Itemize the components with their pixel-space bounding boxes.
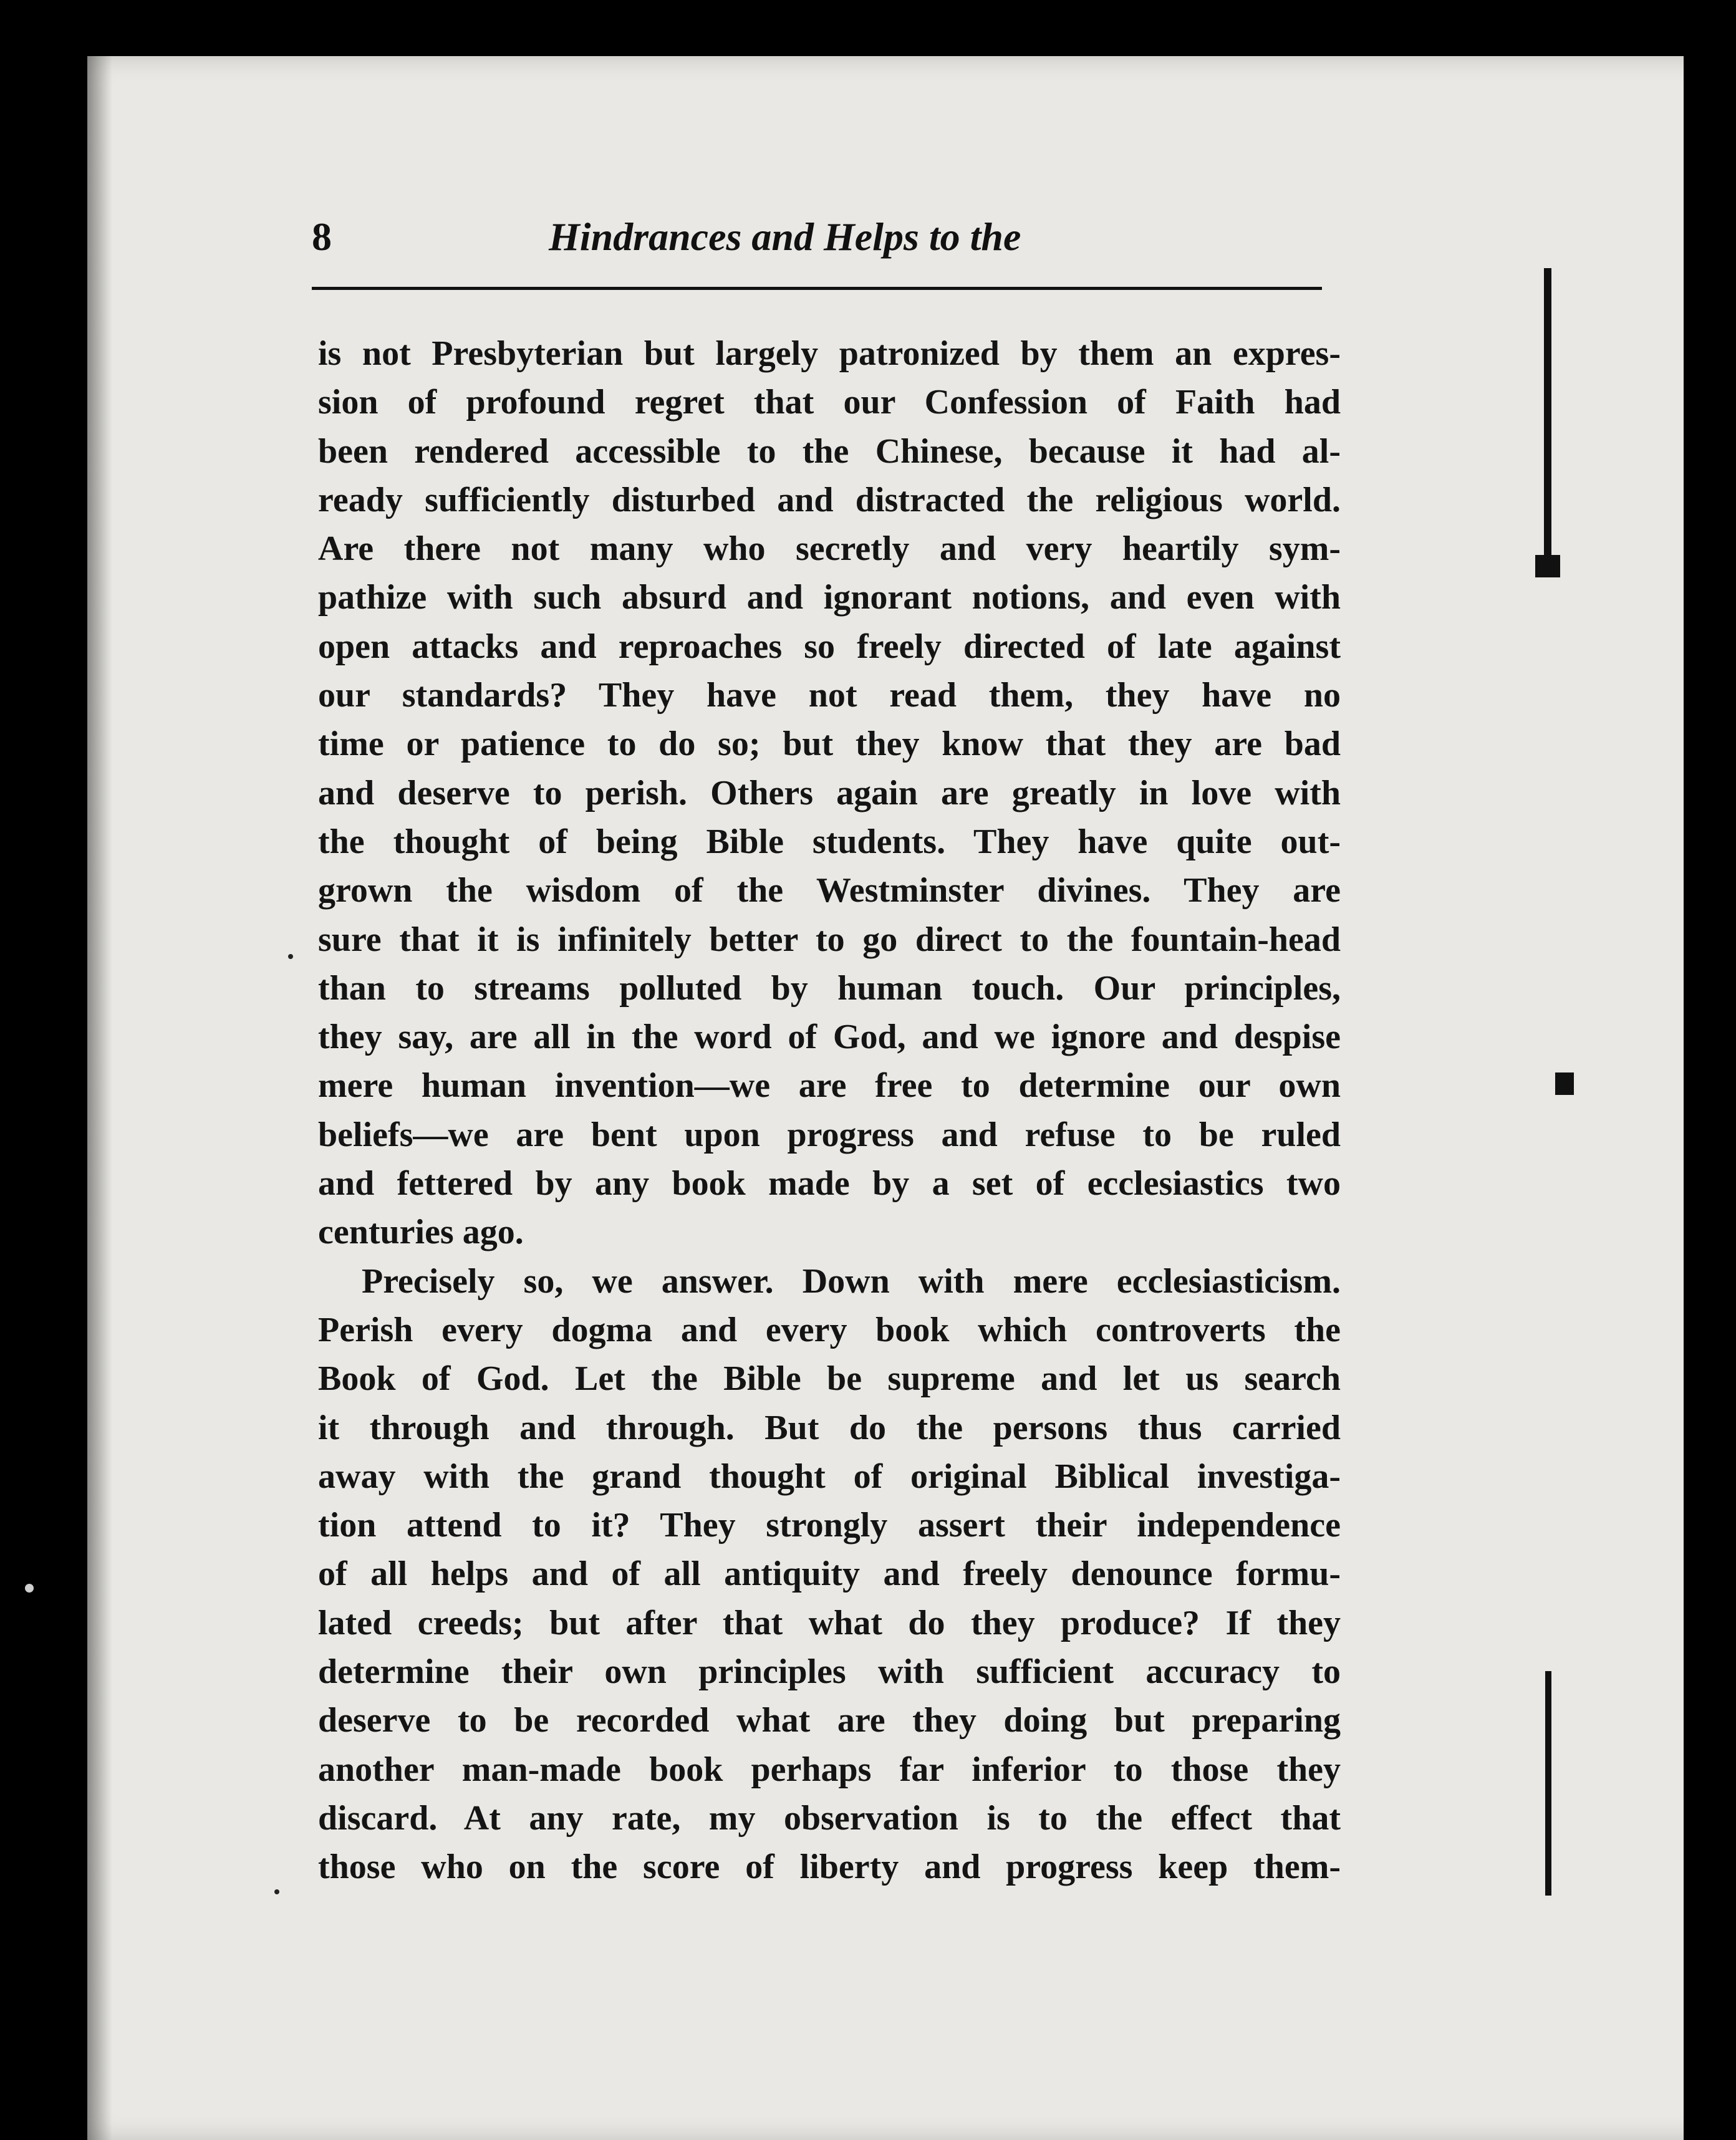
text-line: away with the grand thought of original Biblical investiga- (318, 1457, 1341, 1496)
text-line: beliefs—we are bent upon progress and refuse to be ruled (318, 1115, 1341, 1154)
text-line: Are there not many who secretly and very heartily sym- (318, 529, 1341, 569)
running-title: Hindrances and Helps to the (549, 214, 1021, 259)
text-line-paragraph-end: centuries ago. (318, 1213, 524, 1252)
text-line: deserve to be recorded what are they doing but preparing (318, 1701, 1341, 1740)
text-line: is not Presbyterian but largely patronized by them an expres- (318, 334, 1341, 373)
header-rule (312, 287, 1322, 290)
text-line: sion of profound regret that our Confession of Faith had (318, 383, 1341, 422)
text-line: tion attend to it? They strongly assert their independence (318, 1506, 1341, 1545)
text-line: ready sufficiently disturbed and distracted the religious world. (318, 480, 1341, 519)
text-line: another man-made book perhaps far inferior to those they (318, 1750, 1341, 1789)
text-line: the thought of being Bible students. They have quite out- (318, 822, 1341, 861)
binding-stitch-top (1544, 268, 1551, 561)
text-line: been rendered accessible to the Chinese, because it had al- (318, 431, 1341, 471)
text-line: sure that it is infinitely better to go direct to the fountain-head (318, 920, 1341, 959)
page-right-edge (1684, 56, 1736, 2140)
page-header (312, 206, 1322, 268)
text-line: pathize with such absurd and ignorant notions, and even with (318, 578, 1341, 617)
text-line: than to streams polluted by human touch. Our principles, (318, 968, 1341, 1008)
text-line: of all helps and of all antiquity and freely denounce formu- (318, 1554, 1341, 1594)
text-line: those who on the score of liberty and progress keep them- (318, 1848, 1341, 1887)
binding-knot-top (1535, 555, 1560, 577)
page-gutter-shadow (87, 56, 112, 2140)
paper-speck (288, 954, 293, 959)
text-line: determine their own principles with sufficient accuracy to (318, 1652, 1341, 1692)
binding-knot-middle (1555, 1072, 1574, 1095)
text-line: mere human invention—we are free to determine our own (318, 1066, 1341, 1106)
page-number: 8 (312, 214, 332, 259)
text-line: open attacks and reproaches so freely directed of late against (318, 627, 1341, 666)
text-line: time or patience to do so; but they know that they are bad (318, 725, 1341, 764)
text-line: and fettered by any book made by a set of ecclesiastics two (318, 1164, 1341, 1203)
text-line: it through and through. But do the persons thus carried (318, 1408, 1341, 1447)
paper-speck (274, 1889, 279, 1894)
text-line: Perish every dogma and every book which controverts the (318, 1310, 1341, 1349)
text-line: they say, are all in the word of God, and we ignore and despise (318, 1018, 1341, 1057)
text-line: and deserve to perish. Others again are greatly in love with (318, 773, 1341, 812)
text-line: our standards? They have not read them, they have no (318, 676, 1341, 715)
binding-stitch-bottom (1545, 1671, 1551, 1896)
text-line: lated creeds; but after that what do they produce? If they (318, 1603, 1341, 1642)
text-line: Book of God. Let the Bible be supreme and let us search (318, 1359, 1341, 1399)
text-line: discard. At any rate, my observation is to the effect that (318, 1798, 1341, 1838)
body-text (318, 329, 1341, 1892)
text-line-paragraph-start: Precisely so, we answer. Down with mere ecclesiasticism. (362, 1261, 1341, 1301)
text-line: grown the wisdom of the Westminster divines. They are (318, 871, 1341, 910)
paper-speck (25, 1584, 34, 1593)
